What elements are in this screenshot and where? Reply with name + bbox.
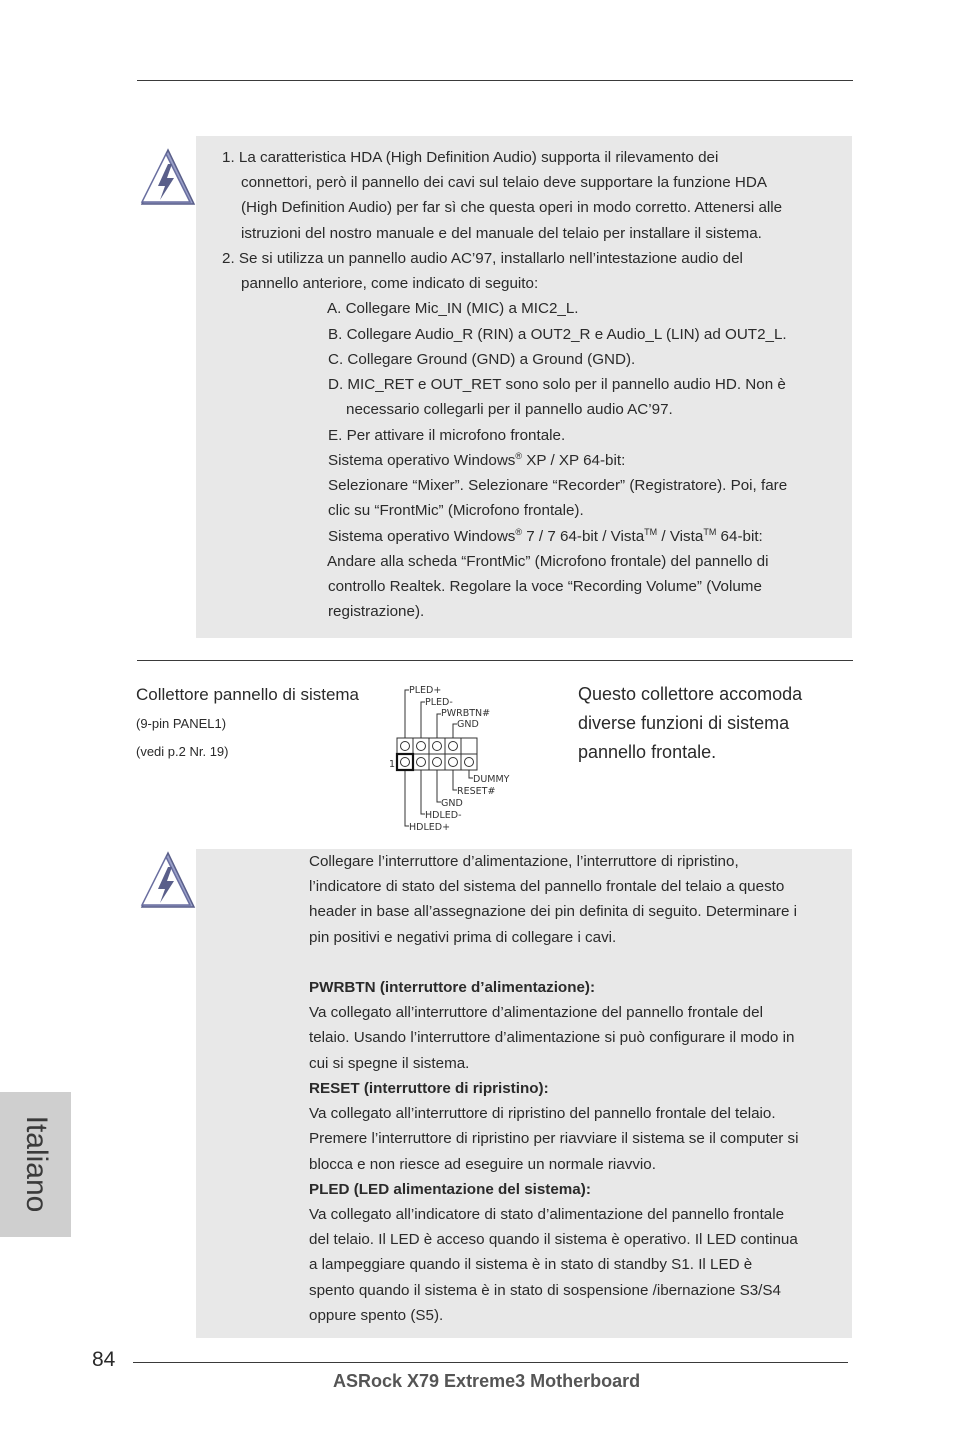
pled-text: oppure spento (S5). (309, 1307, 444, 1324)
note1-line: C. Collegare Ground (GND) a Ground (GND). (328, 351, 636, 368)
page-number: 84 (92, 1348, 116, 1371)
pwrbtn-text: Va collegato all’interruttore d’alimentazione del pannello frontale del (309, 1004, 763, 1021)
footer-title: ASRock X79 Extreme3 Motherboard (333, 1371, 641, 1391)
header-title: Collettore pannello di sistema (136, 685, 360, 704)
note1-line: pannello anteriore, come indicato di seguito: (241, 275, 539, 292)
vista-line: registrazione). (328, 603, 425, 620)
pin-label-reset: RESET# (457, 786, 496, 797)
pled-text: Va collegato all’indicatore di stato d’alimentazione del pannello frontale (309, 1206, 785, 1223)
xp-suffix: XP / XP 64-bit: (522, 452, 626, 469)
pled-text: del telaio. Il LED è acceso quando il sistema è operativo. Il LED continua (309, 1231, 798, 1248)
panel-header-diagram (385, 680, 535, 835)
warning-icon (136, 851, 196, 911)
vista-line: controllo Realtek. Regolare la voce “Recording Volume” (Volume (328, 578, 762, 595)
language-tab-label: Italiano (20, 1115, 53, 1213)
vista-mid2: / Vista (657, 528, 704, 545)
registered-mark: ® (515, 450, 523, 461)
header-subtitle: (9-pin PANEL1) (136, 716, 227, 731)
pin-label-pled-minus: PLED- (425, 697, 453, 708)
note2-intro: l’indicatore di stato del sistema del pannello frontale del telaio a questo (309, 878, 785, 895)
footer-rule (133, 1362, 848, 1363)
pwrbtn-text: cui si spegne il sistema. (309, 1055, 470, 1072)
pled-title: PLED (LED alimentazione del sistema): (309, 1181, 591, 1198)
reset-text: blocca e non riesce ad eseguire un normale riavvio. (309, 1156, 656, 1173)
pin-label-hdled-minus: HDLED- (425, 810, 462, 821)
xp-heading (328, 448, 625, 473)
note1-line: 2. Se si utilizza un pannello audio AC’97, installarlo nell’intestazione audio del (222, 250, 743, 267)
top-rule (137, 80, 853, 81)
note2-intro: pin positivi e negativi prima di collegare i cavi. (309, 929, 617, 946)
pled-text: spento quando il sistema è in stato di sospensione /ibernazione S3/S4 (309, 1282, 781, 1299)
pwrbtn-text: telaio. Usando l’interruttore d’alimentazione si può configurare il modo in (309, 1029, 795, 1046)
pwrbtn-title: PWRBTN (interruttore d’alimentazione): (309, 979, 596, 996)
pin-one-marker: 1 (389, 759, 396, 770)
header-description: diverse funzioni di sistema (578, 713, 790, 733)
note1-line: istruzioni del nostro manuale e del manuale del telaio per installare il sistema. (241, 225, 762, 242)
pin-label-dummy: DUMMY (473, 774, 510, 785)
pled-text: a lampeggiare quando il sistema è in stato di standby S1. Il LED è (309, 1256, 753, 1273)
note1-line: E. Per attivare il microfono frontale. (328, 427, 566, 444)
vista-suffix: 64-bit: (716, 528, 763, 545)
pin-label-pwrbtn: PWRBTN# (441, 708, 491, 719)
trademark: TM (644, 526, 658, 537)
pin-label-gnd-bottom: GND (441, 798, 463, 809)
vista-line: Andare alla scheda “FrontMic” (Microfono frontale) del pannello di (327, 553, 769, 570)
section-rule (137, 660, 853, 661)
language-tab (0, 1092, 71, 1237)
header-description: Questo collettore accomoda (578, 684, 803, 704)
vista-mid: 7 / 7 64-bit / Vista (522, 528, 645, 545)
note1-line: A. Collegare Mic_IN (MIC) a MIC2_L. (327, 300, 579, 317)
note1-line: necessario collegarli per il pannello audio AC’97. (346, 401, 673, 418)
note1-line: connettori, però il pannello dei cavi sul telaio deve supportare la funzione HDA (241, 174, 767, 191)
xp-line: Selezionare “Mixer”. Selezionare “Recorder” (Registratore). Poi, fare (328, 477, 788, 494)
note1-line: D. MIC_RET e OUT_RET sono solo per il pannello audio HD. Non è (328, 376, 786, 393)
note1-line: B. Collegare Audio_R (RIN) a OUT2_R e Audio_L (LIN) ad OUT2_L. (328, 326, 787, 343)
xp-line: clic su “FrontMic” (Microfono frontale). (328, 502, 584, 519)
pin-label-gnd-top: GND (457, 719, 479, 730)
vista-prefix: Sistema operativo Windows (328, 528, 516, 545)
note2-intro: Collegare l’interruttore d’alimentazione, l’interruttore di ripristino, (309, 853, 739, 870)
registered-mark: ® (515, 526, 523, 537)
xp-prefix: Sistema operativo Windows (328, 452, 516, 469)
note1-line: (High Definition Audio) per far sì che questa operi in modo corretto. Attenersi alle (241, 199, 783, 216)
trademark: TM (703, 526, 717, 537)
note1-line: 1. La caratteristica HDA (High Definition Audio) supporta il rilevamento dei (222, 149, 719, 166)
note2-intro: header in base all’assegnazione dei pin definita di seguito. Determinare i (309, 903, 797, 920)
warning-icon (136, 148, 196, 208)
reset-title: RESET (interruttore di ripristino): (309, 1080, 549, 1097)
pin-label-pled-plus: PLED+ (409, 685, 442, 696)
reset-text: Va collegato all’interruttore di ripristino del pannello frontale del telaio. (309, 1105, 776, 1122)
reset-text: Premere l’interruttore di ripristino per riavviare il sistema se il computer si (309, 1130, 799, 1147)
header-reference: (vedi p.2 Nr. 19) (136, 744, 229, 759)
header-description: pannello frontale. (578, 742, 717, 762)
pin-label-hdled-plus: HDLED+ (409, 822, 451, 833)
vista-heading (328, 524, 763, 549)
